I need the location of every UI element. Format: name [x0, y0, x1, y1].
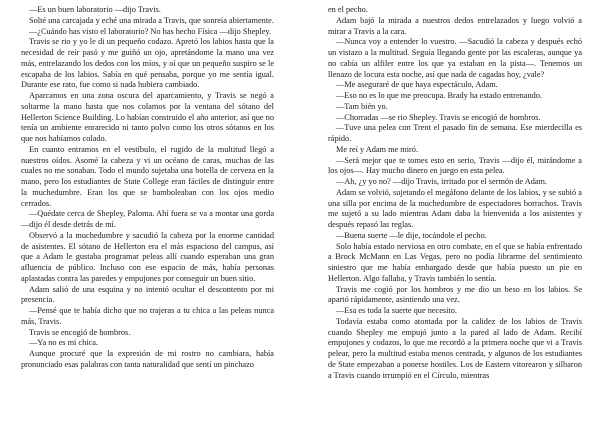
paragraph: —¿Cuándo has visto el laboratorio? No has hecho Física —dijo Shepley. [29, 26, 272, 36]
paragraph: —Chorradas —se rio Shepley. Travis se encogió de hombros. [336, 112, 541, 122]
paragraph: —Ya no es mi chica. [29, 338, 98, 348]
paragraph: —Es un buen laboratorio —dijo Travis. [29, 5, 161, 14]
paragraph: Me reí y Adam me miró. [336, 144, 419, 154]
paragraph: —Ah, ¿y yo no? —dijo Travis, irritado por el sermón de Adam. [336, 177, 548, 186]
paragraph: Travis me cogió por los hombros y me dio un beso en los labios. Se apartó rápidamente, asintiendo una vez. [328, 284, 582, 305]
paragraph: —Me aseguraré de que haya espectáculo, Adam. [336, 80, 498, 90]
paragraph: —Esa es toda la suerte que necesito. [336, 306, 457, 315]
paragraph: Solo había estado nerviosa en otro combate, en el que se había enfrentado a Brock McMann en Las Vegas, pero no podía librarme del sentimiento siniestro que me había embargado desde que había puesto un pie en Hellerton. Algo fallaba, y Travis también lo sentía. [328, 241, 582, 283]
paragraph: Aparcamos en una zona oscura del aparcamiento, y Travis se negó a soltarme la mano hasta que nos colamos por la ventana del sótano del Hellerton Science Building. Lo habían construido el año anterior, así que no tenía un ambiente enrarecido ni tanto polvo como los otros sótanos en los que nos habíamos colado. [21, 91, 274, 143]
paragraph: —Tam bién yo. [336, 101, 388, 111]
paragraph: —Nunca voy a entender lo vuestro. —Sacudió la cabeza y después echó un vistazo a la multitud. Seguía llegando gente por las escaleras, aunque ya no cabía un alfiler entre los que ya estaban en la pista—. Tenemos un llenazo de locura esta noche, así que nada de cagadas hoy, ¿vale? [328, 37, 582, 79]
paragraph: Observó a la muchedumbre y sacudió la cabeza por la enorme cantidad de asistentes. El sótano de Hellerton era el más espacioso del campus, así que a Adam le gustaba programar peleas allí cuando esperaban una gran afluencia de público. Incluso con ese espacio de más, había personas aplastadas contra las paredes y empujones por conseguir un buen sitio. [21, 230, 274, 283]
paragraph: en el pecho. [328, 5, 368, 14]
paragraph: Adam salió de una esquina y no intentó ocultar el descontento por mi presencia. [21, 284, 274, 305]
paragraph: Aunque procuré que la expresión de mi rostro no cambiara, había pronunciado esas palabras con tanta naturalidad que sentí un pinchazo [21, 349, 274, 369]
paragraph: Travis se encogió de hombros. [29, 327, 131, 337]
paragraph: —Pensé que te había dicho que no trajeras a tu chica a las peleas nunca más, Travis. [21, 306, 274, 326]
paragraph: Adam se volvió, sujetando el megáfono delante de los labios, y se subió a una silla por encima de la muchedumbre de espectadores borrachos. Travis me sujetó a su lado mientras Adam daba la bienvenida a los asistentes y después repasó las reglas. [328, 187, 582, 229]
left-page-column [21, 5, 274, 371]
paragraph: —Será mejor que te tomes esto en serio, Travis —dijo él, mirándome a los ojos—. Hay mucho dinero en juego en esta pelea. [328, 155, 582, 176]
paragraph: —Eso no es lo que me preocupa. Brady ha estado entrenando. [336, 91, 542, 100]
right-page-column [328, 5, 582, 381]
paragraph: Travis se rio y yo le di un pequeño codazo. Apretó los labios hasta que la necesidad de reír pasó y me guiñó un ojo, apretándome la mano una vez más, entrelazando los dedos con los míos, y oí que un pequeño suspiro se le escapaba de los labios. Sabía en qué pensaba, porque yo me sentía igual. Durante ese rato, fue como si nada hubiera cambiado. [21, 37, 274, 90]
paragraph: En cuanto entramos en el vestíbulo, el rugido de la multitud llegó a nuestros oídos. Asomé la cabeza y vi un océano de caras, muchas de las cuales no me sonaban. Todo el mundo sujetaba una botella de cerveza en la mano, pero los estudiantes de State College eran fáciles de distinguir entre la muchedumbre. Eran los que se bamboleaban con los ojos medio cerrados. [21, 144, 274, 208]
paragraph: Todavía estaba como atontada por la calidez de los labios de Travis cuando Shepley me empujó junto a la pared al lado de Adam. Recibí empujones y codazos, lo que me recordó a la primera noche que vi a Travis pelear, pero la multitud estaba menos centrada, y algunos de los estudiantes de State empezaban a ponerse hostiles. Los de Eastern vitorearon y silbaron a Travis cuando irrumpió en el Círculo, mientras [328, 316, 582, 380]
paragraph: —Quédate cerca de Shepley, Paloma. Ahí fuera se va a montar una gorda —dijo él desde detrás de mí. [21, 209, 274, 229]
paragraph: Adam bajó la mirada a nuestros dedos entrelazados y luego volvió a mirar a Travis a la cara. [328, 15, 582, 36]
paragraph: Solté una carcajada y eché una mirada a Travis, que sonreía abiertamente. [29, 15, 274, 25]
paragraph: —Tuve una pelea con Trent el pasado fin de semana. Ese mierdecilla es rápido. [328, 123, 582, 143]
paragraph: —Buena suerte —le dije, tocándole el pecho. [336, 230, 487, 240]
